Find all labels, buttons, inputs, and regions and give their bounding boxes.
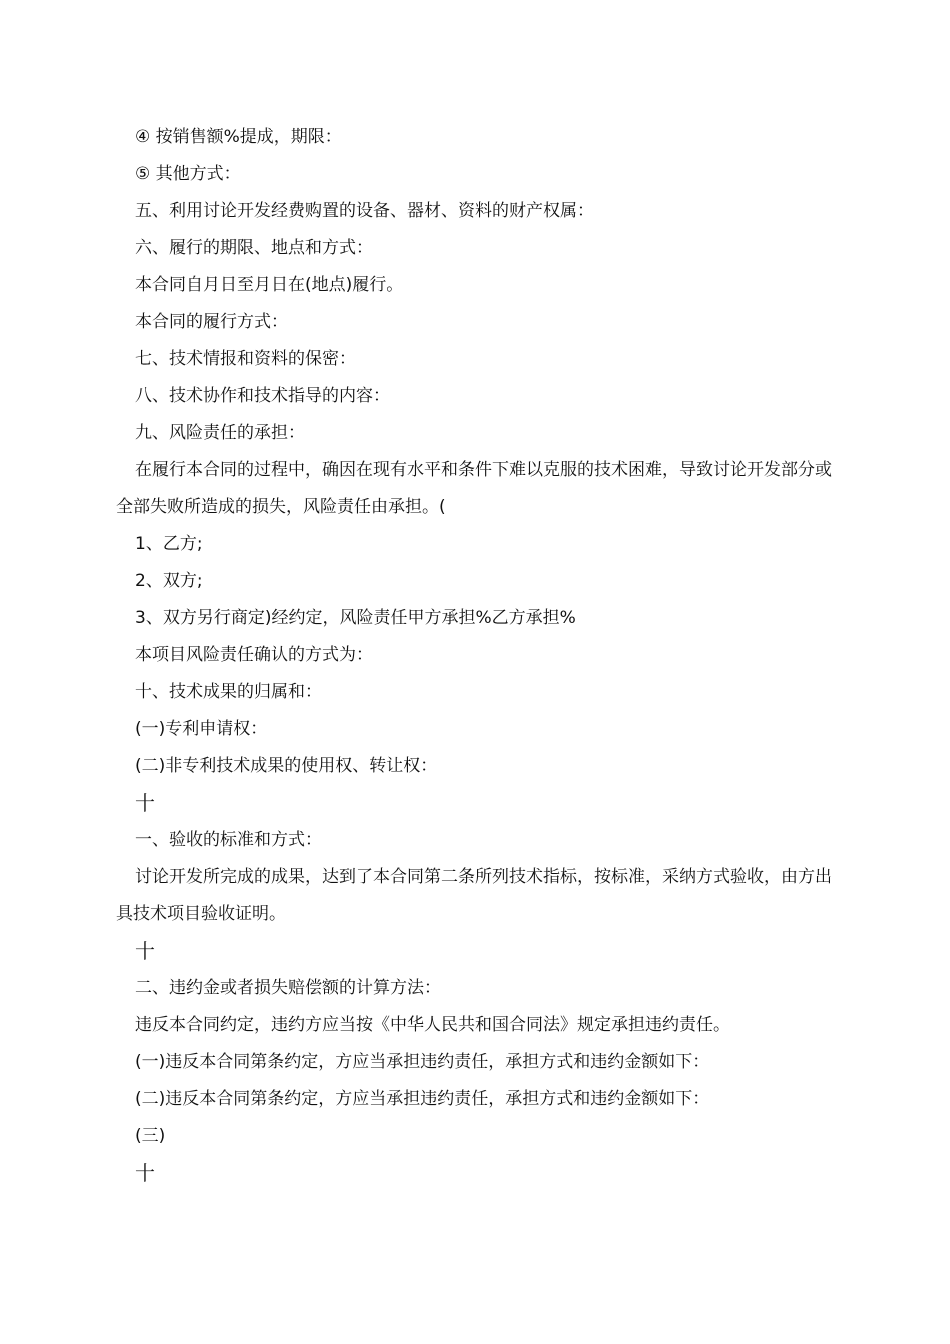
paragraph: 本合同自月日至月日在(地点)履行。 [135, 275, 404, 295]
section-number: 十 [135, 1161, 155, 1185]
list-item: (二)非专利技术成果的使用权、转让权： [135, 756, 438, 776]
section-heading: 九、风险责任的承担： [135, 423, 305, 443]
section-number: 十 [135, 791, 155, 815]
paragraph: 违反本合同约定，违约方应当按《中华人民共和国合同法》规定承担违约责任。 [135, 1015, 730, 1035]
paragraph: ⑤ 其他方式： [135, 164, 241, 184]
section-heading: 十、技术成果的归属和： [135, 682, 322, 702]
paragraph: ④ 按销售额%提成，期限： [135, 127, 342, 147]
list-item: 2、双方; [135, 571, 203, 591]
section-heading: 五、利用讨论开发经费购置的设备、器材、资料的财产权属： [135, 201, 594, 221]
list-item: (二)违反本合同第条约定，方应当承担违约责任，承担方式和违约金额如下： [135, 1089, 710, 1109]
list-item: 3、双方另行商定)经约定，风险责任甲方承担%乙方承担% [135, 608, 576, 628]
list-item: (一)违反本合同第条约定，方应当承担违约责任，承担方式和违约金额如下： [135, 1052, 710, 1072]
paragraph: 在履行本合同的过程中，确因在现有水平和条件下难以克服的技术困难，导致讨论开发部分或全部失败所造成的损失，风险责任由承担。( [116, 460, 832, 517]
paragraph: 本项目风险责任确认的方式为： [135, 645, 373, 665]
list-item: (一)专利申请权： [135, 719, 268, 739]
section-heading: 六、履行的期限、地点和方式： [135, 238, 373, 258]
section-heading: 一、验收的标准和方式： [135, 830, 322, 850]
section-heading: 八、技术协作和技术指导的内容： [135, 386, 390, 406]
section-heading: 二、违约金或者损失赔偿额的计算方法： [135, 978, 441, 998]
paragraph: 本合同的履行方式： [135, 312, 288, 332]
list-item: (三) [135, 1126, 166, 1146]
section-number: 十 [135, 939, 155, 963]
list-item: 1、乙方; [135, 534, 203, 554]
paragraph: 讨论开发所完成的成果，达到了本合同第二条所列技术指标，按标准，采纳方式验收，由方出具技术项目验收证明。 [116, 867, 832, 924]
section-heading: 七、技术情报和资料的保密： [135, 349, 356, 369]
document-body [116, 119, 836, 1192]
